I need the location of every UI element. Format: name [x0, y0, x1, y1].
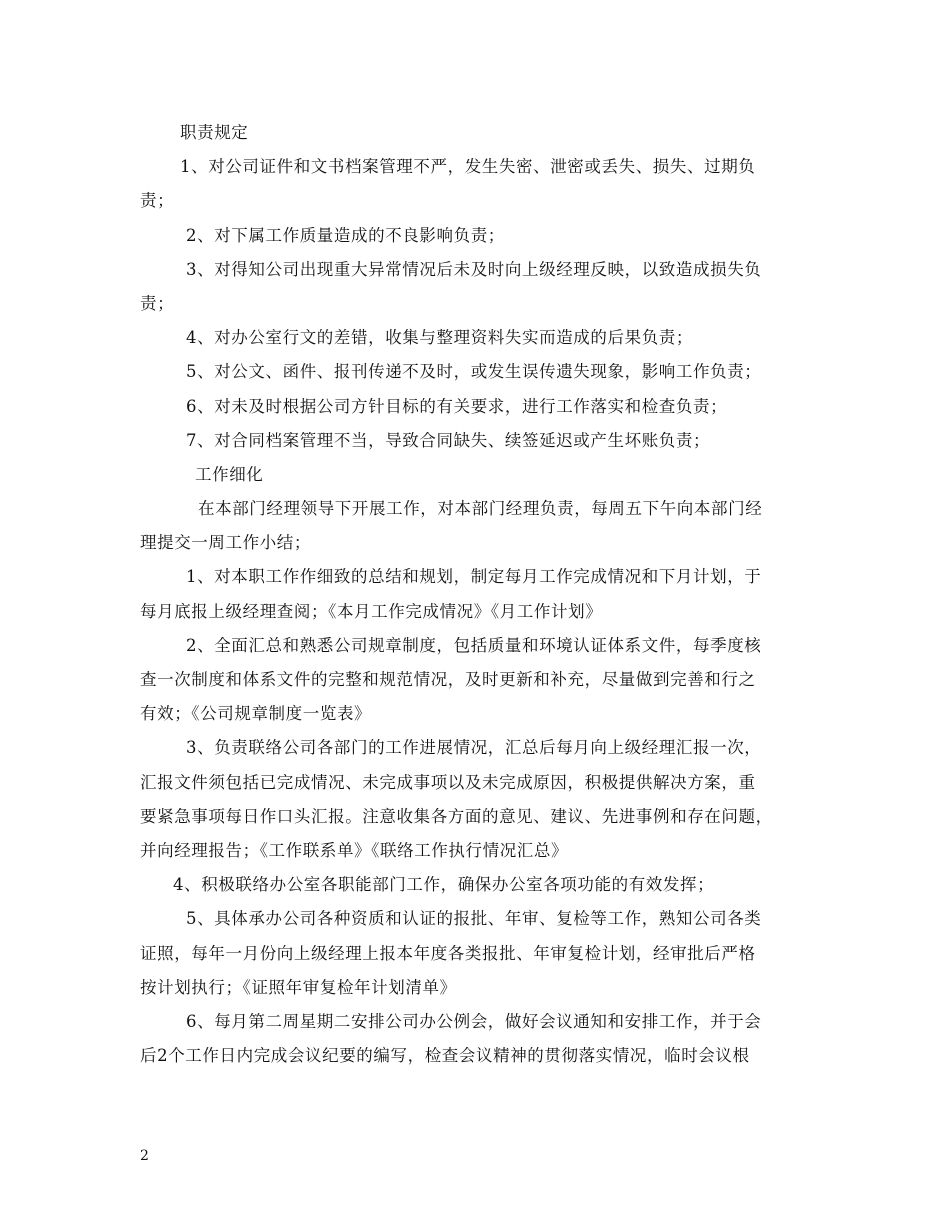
work-1-line-1: 1、对本职工作作细致的总结和规划，制定每月工作完成情况和下月计划，于 — [186, 567, 762, 587]
work-1-line-2: 每月底报上级经理查阅；《本月工作完成情况》《月工作计划》 — [140, 601, 603, 621]
intro-line-2: 理提交一周工作小结； — [140, 533, 311, 553]
work-4-line-1: 4、积极联络办公室各职能部门工作，确保办公室各项功能的有效发挥； — [173, 875, 715, 895]
work-5-line-2: 证照，每年一月份向上级经理上报本年度各类报批、年审复检计划，经审批后严格 — [140, 943, 756, 963]
work-6-line-1: 6、每月第二周星期二安排公司办公例会，做好会议通知和安排工作，并于会 — [186, 1011, 762, 1031]
duty-3-line-2: 责； — [140, 293, 175, 313]
work-3-line-3: 要紧急事项每日作口头汇报。注意收集各方面的意见、建议、先进事例和存在问题， — [140, 806, 773, 826]
duty-4-line-1: 4、对办公室行文的差错，收集与整理资料失实而造成的后果负责； — [186, 328, 693, 348]
work-3-line-4: 并向经理报告；《工作联系单》《联络工作执行情况汇总》 — [140, 840, 569, 860]
work-5-line-1: 5、具体承办公司各种资质和认证的报批、年审、复检等工作，熟知公司各类 — [186, 909, 762, 929]
duty-7-line-1: 7、对合同档案管理不当，导致合同缺失、续签延迟或产生坏账负责； — [186, 430, 711, 450]
section-heading-work: 工作细化 — [195, 464, 264, 484]
duty-1-line-2: 责； — [140, 191, 175, 211]
work-2-line-2: 查一次制度和体系文件的完整和规范情况，及时更新和补充，尽量做到完善和行之 — [140, 670, 756, 689]
work-5-line-3: 按计划执行；《证照年审复检年计划清单》 — [140, 977, 457, 997]
work-2-line-3: 有效；《公司规章制度一览表》 — [140, 704, 372, 724]
duty-3-line-1: 3、对得知公司出现重大异常情况后未及时向上级经理反映，以致造成损失负 — [186, 259, 762, 279]
section-heading-duties: 职责规定 — [180, 123, 249, 142]
work-6-line-2: 后2个工作日内完成会议纪要的编写，检查会议精神的贯彻落实情况，临时会议根 — [140, 1046, 750, 1066]
duty-1-line-1: 1、对公司证件和文书档案管理不严，发生失密、泄密或丢失、损失、过期负 — [180, 157, 756, 177]
intro-line-1: 在本部门经理领导下开展工作，对本部门经理负责，每周五下午向本部门经 — [198, 499, 763, 519]
work-2-line-1: 2、全面汇总和熟悉公司规章制度，包括质量和环境认证体系文件，每季度核 — [186, 635, 762, 655]
document-body — [140, 116, 820, 1073]
work-3-line-2: 汇报文件须包括已完成情况、未完成事项以及未完成原因，积极提供解决方案，重 — [140, 772, 756, 792]
page-number: 2 — [140, 1148, 149, 1164]
duty-2-line-1: 2、对下属工作质量造成的不良影响负责； — [186, 225, 505, 245]
work-3-line-1: 3、负责联络公司各部门的工作进展情况，汇总后每月向上级经理汇报一次， — [186, 738, 762, 758]
duty-5-line-1: 5、对公文、函件、报刊传递不及时，或发生误传遗失现象，影响工作负责； — [186, 362, 762, 382]
duty-6-line-1: 6、对未及时根据公司方针目标的有关要求，进行工作落实和检查负责； — [186, 396, 728, 416]
